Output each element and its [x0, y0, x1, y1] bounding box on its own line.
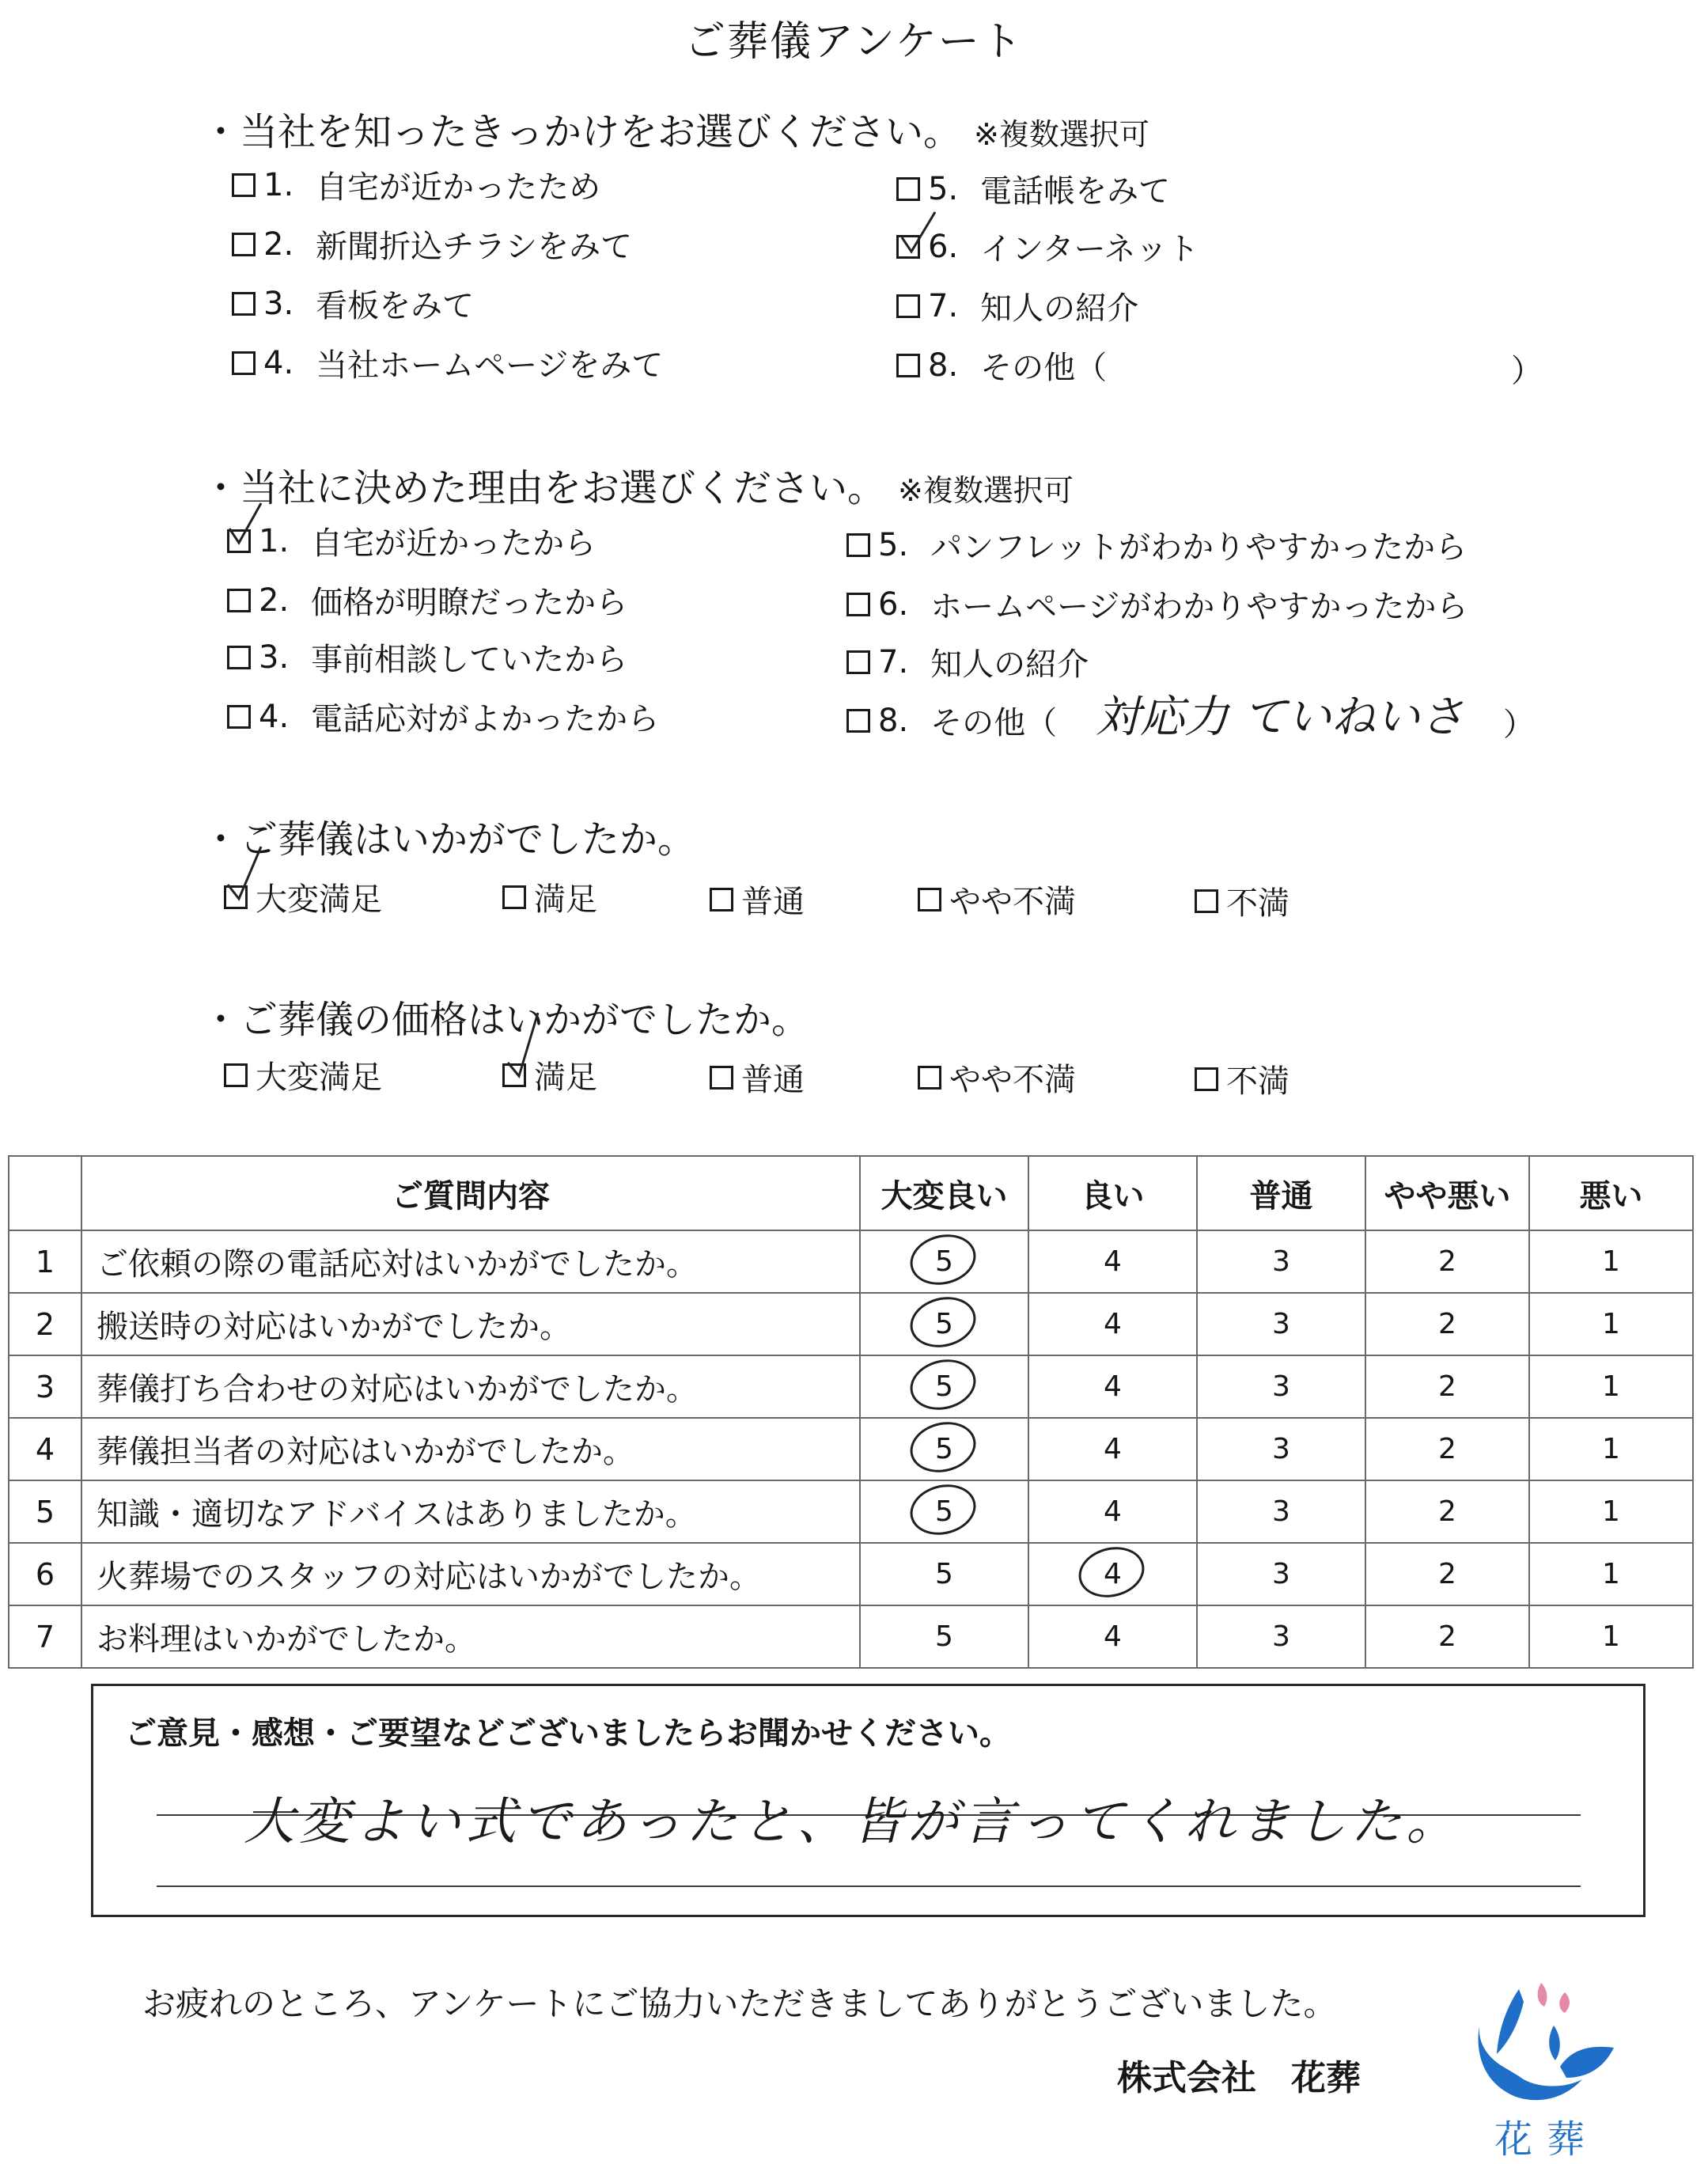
score-value: 4 [1104, 1245, 1122, 1278]
score-value: 2 [1438, 1245, 1456, 1278]
q2-other-handwritten: 対応力 ていねいさ [1096, 692, 1464, 743]
row-number: 4 [9, 1418, 81, 1480]
checkbox[interactable] [232, 173, 256, 197]
score-option-1[interactable] [1529, 1605, 1693, 1668]
option-label: やや不満 [949, 884, 1076, 920]
q1-question [202, 101, 1149, 156]
score-value: 1 [1602, 1558, 1620, 1590]
score-option-4[interactable] [1028, 1230, 1197, 1293]
q2-option-6[interactable] [846, 582, 1468, 627]
checkbox[interactable] [1195, 889, 1218, 913]
header-bad: 悪い [1529, 1156, 1693, 1230]
comment-line [157, 1885, 1581, 1887]
option-number: 3. [263, 285, 294, 322]
checkbox[interactable] [710, 888, 733, 911]
option-label: 電話応対がよかったから [311, 701, 660, 737]
score-option-2[interactable] [1365, 1293, 1529, 1355]
option-number: 7. [878, 643, 909, 680]
score-value: 1 [1602, 1245, 1620, 1278]
option-label: 知人の紹介 [980, 290, 1139, 327]
option-label: ホームページがわかりやすかったから [930, 589, 1468, 625]
score-value: 5 [935, 1620, 953, 1653]
score-option-5[interactable] [860, 1543, 1028, 1605]
q1-option-3[interactable] [232, 281, 474, 326]
q4-option-3[interactable] [710, 1055, 805, 1100]
checkbox[interactable] [227, 646, 251, 669]
score-option-1[interactable] [1529, 1293, 1693, 1355]
q2-option-4[interactable] [227, 694, 659, 739]
score-option-3[interactable] [1197, 1418, 1365, 1480]
checkbox[interactable] [896, 354, 920, 377]
checkbox[interactable] [896, 294, 920, 318]
score-value: 3 [1272, 1495, 1290, 1528]
score-option-5[interactable] [860, 1605, 1028, 1668]
q1-option-2[interactable] [232, 222, 632, 267]
score-option-2[interactable] [1365, 1230, 1529, 1293]
score-option-2[interactable] [1365, 1418, 1529, 1480]
score-value: 3 [1272, 1620, 1290, 1653]
row-number: 6 [9, 1543, 81, 1605]
score-option-4[interactable] [1028, 1480, 1197, 1543]
comments-box [91, 1684, 1646, 1917]
score-value: 5 [935, 1558, 953, 1590]
row-number: 2 [9, 1293, 81, 1355]
row-question: 葬儀担当者の対応はいかがでしたか。 [81, 1418, 860, 1480]
score-value: 2 [1438, 1620, 1456, 1653]
table-row [9, 1230, 1693, 1293]
option-number: 7. [928, 287, 959, 324]
option-number: 8. [928, 347, 959, 384]
score-option-2[interactable] [1365, 1543, 1529, 1605]
option-label: 不満 [1226, 1063, 1290, 1100]
checkbox[interactable] [918, 1066, 941, 1090]
option-number: 1. [259, 522, 290, 559]
q4-option-2[interactable] [502, 1052, 597, 1097]
option-label: その他（ [930, 705, 1058, 741]
table-row [9, 1543, 1693, 1605]
table-row [9, 1418, 1693, 1480]
circle-mark-icon [1073, 1540, 1149, 1603]
row-question: 知識・適切なアドバイスはありましたか。 [81, 1480, 860, 1543]
header-no [9, 1156, 81, 1230]
score-value: 1 [1602, 1495, 1620, 1528]
option-label: パンフレットがわかりやすかったから [930, 529, 1468, 566]
q1-option-1[interactable] [232, 162, 600, 207]
row-question: 搬送時の対応はいかがでしたか。 [81, 1293, 860, 1355]
score-value: 2 [1438, 1433, 1456, 1465]
circle-mark-icon [904, 1415, 981, 1478]
q1-note: ※複数選択可 [974, 117, 1149, 152]
option-label: 当社ホームページをみて [316, 347, 664, 384]
checkbox[interactable] [710, 1066, 733, 1090]
q2-question [202, 457, 1074, 512]
score-option-5-selected[interactable] [860, 1230, 1028, 1293]
score-option-1[interactable] [1529, 1418, 1693, 1480]
score-option-4-selected[interactable] [1028, 1543, 1197, 1605]
score-option-5-selected[interactable] [860, 1355, 1028, 1418]
checkbox[interactable] [232, 292, 256, 316]
q2-option-5[interactable] [846, 522, 1467, 567]
score-value: 4 [1104, 1620, 1122, 1653]
checkbox[interactable] [918, 888, 941, 911]
score-option-2[interactable] [1365, 1605, 1529, 1668]
score-value: 3 [1272, 1433, 1290, 1465]
q1-option-6[interactable] [896, 224, 1199, 269]
score-value: 5 [935, 1308, 953, 1340]
option-number: 2. [263, 225, 294, 263]
option-label: 看板をみて [316, 288, 475, 324]
score-value: 4 [1104, 1495, 1122, 1528]
q2-note: ※複数選択可 [898, 473, 1074, 508]
circle-mark-icon [904, 1227, 981, 1290]
row-number: 5 [9, 1480, 81, 1543]
company-name: 株式会社 花葬 [1117, 2058, 1361, 2098]
option-number: 5. [878, 526, 909, 563]
header-good: 良い [1028, 1156, 1197, 1230]
q4-option-4[interactable] [918, 1055, 1076, 1100]
option-label: 普通 [741, 1062, 805, 1098]
q2-question-text: ・当社に決めた理由をお選びください。 [202, 466, 886, 510]
score-value: 1 [1602, 1308, 1620, 1340]
score-option-3[interactable] [1197, 1293, 1365, 1355]
checkbox[interactable] [232, 351, 256, 375]
q2-option-1[interactable] [227, 518, 596, 563]
table-row [9, 1480, 1693, 1543]
score-option-2[interactable] [1365, 1355, 1529, 1418]
option-label: 自宅が近かったため [316, 169, 601, 206]
checkbox[interactable] [227, 705, 251, 729]
score-option-3[interactable] [1197, 1480, 1365, 1543]
row-question: 葬儀打ち合わせの対応はいかがでしたか。 [81, 1355, 860, 1418]
score-value: 3 [1272, 1558, 1290, 1590]
score-value: 3 [1272, 1370, 1290, 1403]
score-option-1[interactable] [1529, 1355, 1693, 1418]
option-label: やや不満 [949, 1062, 1076, 1098]
q4-question: ・ご葬儀の価格はいかがでしたか。 [202, 998, 810, 1042]
q1-option-5[interactable] [896, 166, 1170, 211]
footer-thanks: お疲れのところ、アンケートにご協力いただきましてありがとうございました。 [142, 1984, 1337, 2023]
option-label: インターネット [980, 231, 1199, 267]
checkbox[interactable] [846, 709, 870, 733]
table-row [9, 1355, 1693, 1418]
score-value: 1 [1602, 1433, 1620, 1465]
header-very-good: 大変良い [860, 1156, 1028, 1230]
q2-option-7[interactable] [846, 639, 1089, 684]
option-number: 4. [263, 344, 294, 381]
checkbox-checked[interactable] [227, 529, 251, 553]
checkbox[interactable] [846, 533, 870, 557]
header-average: 普通 [1197, 1156, 1365, 1230]
score-option-3[interactable] [1197, 1605, 1365, 1668]
q4-option-1[interactable] [224, 1052, 382, 1097]
score-value: 4 [1104, 1308, 1122, 1340]
option-number: 8. [878, 702, 909, 739]
option-label: その他（ [980, 350, 1108, 386]
option-label: 知人の紹介 [930, 646, 1089, 683]
checkbox[interactable] [232, 233, 256, 256]
header-somewhat-bad: やや悪い [1365, 1156, 1529, 1230]
row-question: お料理はいかがでしたか。 [81, 1605, 860, 1668]
q3-option-3[interactable] [710, 877, 805, 922]
checkbox[interactable] [846, 593, 870, 616]
option-number: 3. [259, 639, 290, 676]
score-option-1[interactable] [1529, 1480, 1693, 1543]
row-number: 7 [9, 1605, 81, 1668]
option-number: 5. [928, 170, 959, 207]
q2-option-8[interactable] [846, 698, 1057, 743]
checkbox-checked[interactable] [502, 1063, 526, 1087]
score-value: 5 [935, 1370, 953, 1403]
circle-mark-icon [904, 1290, 981, 1353]
table-row [9, 1293, 1693, 1355]
q1-question-text: ・当社を知ったきっかけをお選びください。 [202, 110, 962, 154]
score-value: 2 [1438, 1308, 1456, 1340]
q3-question: ・ご葬儀はいかがでしたか。 [202, 817, 696, 862]
checkbox-checked[interactable] [896, 235, 920, 259]
q2-option-3[interactable] [227, 635, 627, 680]
q3-option-1[interactable] [224, 874, 382, 919]
q1-option-8-close: ） [1511, 353, 1543, 389]
score-option-3[interactable] [1197, 1230, 1365, 1293]
q1-option-8[interactable] [896, 343, 1107, 388]
header-question: ご質問内容 [81, 1156, 860, 1230]
option-label: 新聞折込チラシをみて [316, 229, 633, 265]
q3-option-5[interactable] [1195, 878, 1290, 923]
checkbox-checked[interactable] [224, 885, 248, 909]
rating-table-body [9, 1230, 1693, 1668]
checkbox[interactable] [227, 589, 251, 612]
score-option-5-selected[interactable] [860, 1293, 1028, 1355]
score-option-4[interactable] [1028, 1605, 1197, 1668]
score-value: 5 [935, 1433, 953, 1465]
circle-mark-icon [904, 1352, 981, 1416]
score-option-4[interactable] [1028, 1355, 1197, 1418]
survey-title: ご葬儀アンケート [684, 18, 1024, 66]
score-value: 5 [935, 1245, 953, 1278]
option-label: 普通 [741, 884, 805, 920]
option-label: 電話帳をみて [980, 173, 1171, 210]
score-value: 5 [935, 1495, 953, 1528]
score-option-2[interactable] [1365, 1480, 1529, 1543]
row-number: 3 [9, 1355, 81, 1418]
option-number: 2. [259, 582, 290, 619]
option-label: 事前相談していたから [311, 642, 628, 678]
score-value: 4 [1104, 1370, 1122, 1403]
q3-option-4[interactable] [918, 877, 1076, 922]
row-question: ご依頼の際の電話応対はいかがでしたか。 [81, 1230, 860, 1293]
option-number: 4. [259, 698, 290, 735]
score-value: 2 [1438, 1558, 1456, 1590]
score-option-3[interactable] [1197, 1543, 1365, 1605]
score-value: 1 [1602, 1620, 1620, 1653]
row-question: 火葬場でのスタッフの対応はいかがでしたか。 [81, 1543, 860, 1605]
q4-option-5[interactable] [1195, 1056, 1290, 1101]
score-option-4[interactable] [1028, 1418, 1197, 1480]
q1-option-7[interactable] [896, 283, 1138, 328]
q2-option-2[interactable] [227, 578, 627, 623]
option-label: 自宅が近かったから [311, 525, 596, 562]
score-option-5-selected[interactable] [860, 1418, 1028, 1480]
q3-option-2[interactable] [502, 874, 597, 919]
option-label: 価格が明瞭だったから [311, 585, 628, 621]
checkbox[interactable] [502, 885, 526, 909]
score-value: 3 [1272, 1308, 1290, 1340]
table-row [9, 1605, 1693, 1668]
checkbox[interactable] [896, 177, 920, 201]
option-label: 大変満足 [256, 1059, 382, 1096]
rating-table [8, 1155, 1694, 1669]
circle-mark-icon [904, 1477, 981, 1541]
table-header-row [9, 1156, 1693, 1230]
checkbox[interactable] [846, 650, 870, 674]
option-number: 6. [928, 228, 959, 265]
score-option-3[interactable] [1197, 1355, 1365, 1418]
q1-option-4[interactable] [232, 340, 663, 385]
row-number: 1 [9, 1230, 81, 1293]
score-option-1[interactable] [1529, 1543, 1693, 1605]
q2-option-8-close: ） [1503, 707, 1535, 743]
option-number: 6. [878, 586, 909, 623]
score-value: 2 [1438, 1370, 1456, 1403]
score-value: 3 [1272, 1245, 1290, 1278]
score-option-1[interactable] [1529, 1230, 1693, 1293]
checkbox[interactable] [224, 1063, 248, 1087]
score-value: 4 [1104, 1433, 1122, 1465]
option-number: 1. [263, 166, 294, 203]
comments-prompt: ご意見・感想・ご要望などございましたらお聞かせください。 [125, 1715, 1011, 1752]
score-option-5-selected[interactable] [860, 1480, 1028, 1543]
score-value: 4 [1104, 1558, 1122, 1590]
checkbox[interactable] [1195, 1067, 1218, 1091]
option-label: 満足 [534, 1059, 597, 1096]
score-option-4[interactable] [1028, 1293, 1197, 1355]
score-value: 1 [1602, 1370, 1620, 1403]
option-label: 不満 [1226, 885, 1290, 922]
comments-handwritten: 大変よい式であったと、皆が言ってくれました。 [244, 1793, 1462, 1851]
option-label: 満足 [534, 881, 597, 918]
logo-text: 花葬 [1494, 2117, 1599, 2162]
option-label: 大変満足 [256, 881, 382, 918]
score-value: 2 [1438, 1495, 1456, 1528]
